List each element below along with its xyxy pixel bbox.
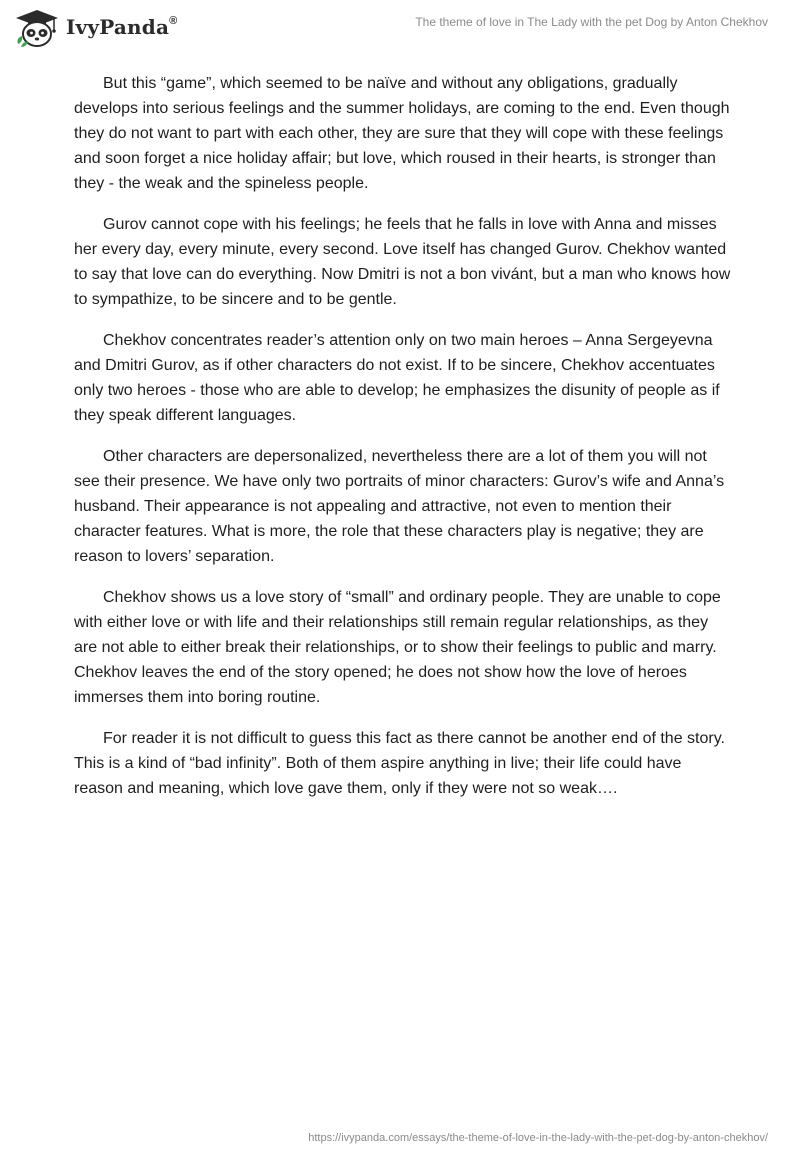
page-header [0, 0, 800, 60]
panda-graduate-icon [14, 8, 60, 48]
paragraph: Chekhov shows us a love story of “small” and ordinary people. They are unable to cope with either love or with life and their relationships still remain regular relationships, as they are not able to either break their relationships, or to show their feelings to public and marry. Chekhov leaves the end of the story opened; he does not show how the love of heroes immerses them into boring routine. [74, 589, 721, 706]
essay-body [74, 71, 734, 817]
source-url-link[interactable]: https://ivypanda.com/essays/the-theme-of-love-in-the-lady-with-the-pet-dog-by-anton-chekhov/ [308, 1132, 768, 1144]
paragraph: Chekhov concentrates reader’s attention only on two main heroes – Anna Sergeyevna and Dmitri Gurov, as if other characters do not exist. If to be sincere, Chekhov accentuates only two heroes - those who are able to develop; he emphasizes the disunity of people as if they speak different languages. [74, 332, 720, 424]
paragraph: Other characters are depersonalized, nevertheless there are a lot of them you will not see their presence. We have only two portraits of minor characters: Gurov’s wife and Anna’s husband. Their appearance is not appealing and attractive, not even to mention their character features. What is more, the role that these characters play is negative; they are reason to lovers’ separation. [74, 448, 725, 565]
paragraph: For reader it is not difficult to guess this fact as there cannot be another end of the story. This is a kind of “bad infinity”. Both of them aspire anything in live; their life could have reason and meaning, which love gave them, only if they were not so weak…. [74, 730, 725, 797]
brand-name: IvyPanda® [66, 15, 178, 39]
paragraph: But this “game”, which seemed to be naïve and without any obligations, gradually develops into serious feelings and the summer holidays, are coming to the end. Even though they do not want to part with each other, they are sure that they will cope with these feelings and soon forget a nice holiday affair; but love, which roused in their hearts, is stronger than they - the weak and the spineless people. [74, 75, 730, 192]
ivypanda-logo[interactable] [14, 8, 177, 48]
document-title: The theme of love in The Lady with the pet Dog by Anton Chekhov [415, 15, 768, 29]
paragraph: Gurov cannot cope with his feelings; he feels that he falls in love with Anna and misses her every day, every minute, every second. Love itself has changed Gurov. Chekhov wanted to say that love can do everything. Now Dmitri is not a bon vivánt, but a man who knows how to sympathize, to be sincere and to be gentle. [74, 216, 731, 308]
